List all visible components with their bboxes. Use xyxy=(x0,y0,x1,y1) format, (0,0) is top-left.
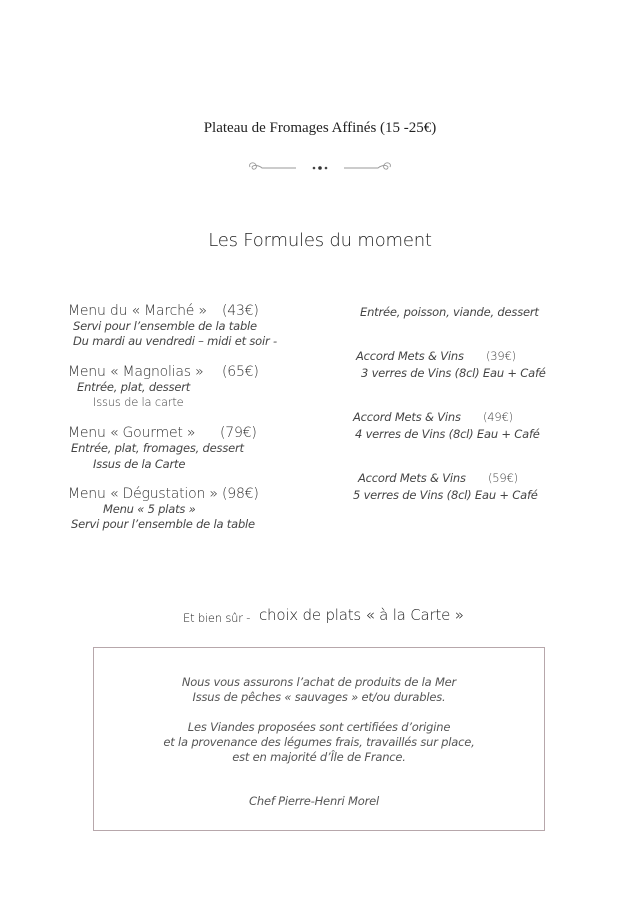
menu-degustation-price: (98€) xyxy=(222,486,259,502)
sourcing-notice-box xyxy=(93,647,545,831)
menu-gourmet-line1: Entrée, plat, fromages, dessert xyxy=(71,441,244,455)
menu-gourmet-price: (79€) xyxy=(220,425,257,441)
chef-signature: Chef Pierre-Henri Morel xyxy=(249,794,379,808)
menu-gourmet-label: Menu « Gourmet » xyxy=(68,425,196,441)
notice-line-5: est en majorité d’Île de France. xyxy=(232,750,406,764)
menu-magnolias-line1: Entrée, plat, dessert xyxy=(77,380,191,394)
menu-courses-detail: Entrée, poisson, viande, dessert xyxy=(360,305,539,319)
menu-degustation-label: Menu « Dégustation » xyxy=(68,486,218,502)
notice-line-3: Les Viandes proposées sont certifiées d’origine xyxy=(187,720,451,734)
menu-marche-line2: Du mardi au vendredi – midi et soir - xyxy=(73,334,277,348)
pairing-39-price: (39€) xyxy=(486,349,516,363)
flourish-divider xyxy=(246,158,394,178)
pairing-39-detail: 3 verres de Vins (8cl) Eau + Café xyxy=(361,366,546,380)
menu-marche-price: (43€) xyxy=(222,303,259,319)
notice-line-1: Nous vous assurons l’achat de produits de la Mer xyxy=(181,675,457,689)
pairing-49-label: Accord Mets & Vins xyxy=(353,410,461,424)
menu-gourmet-line2: Issus de la Carte xyxy=(93,457,186,471)
menu-marche-line1: Servi pour l’ensemble de la table xyxy=(73,319,257,333)
section-title: Les Formules du moment xyxy=(208,230,432,251)
carte-prefix: Et bien sûr - xyxy=(183,611,251,625)
pairing-59-price: (59€) xyxy=(488,471,518,485)
menu-marche-label: Menu du « Marché » xyxy=(68,303,207,319)
notice-line-4: et la provenance des légumes frais, travaillés sur place, xyxy=(163,735,475,749)
menu-magnolias-price: (65€) xyxy=(222,364,259,380)
notice-line-2: Issus de pêches « sauvages » et/ou durables. xyxy=(192,690,446,704)
cheese-plate-title: Plateau de Fromages Affinés (15 -25€) xyxy=(203,120,437,136)
pairing-59-detail: 5 verres de Vins (8cl) Eau + Café xyxy=(353,488,538,502)
carte-title: choix de plats « à la Carte » xyxy=(259,606,464,624)
menu-degustation-line2: Servi pour l’ensemble de la table xyxy=(71,517,255,531)
pairing-49-price: (49€) xyxy=(483,410,513,424)
pairing-49-detail: 4 verres de Vins (8cl) Eau + Café xyxy=(355,427,540,441)
pairing-39-label: Accord Mets & Vins xyxy=(356,349,464,363)
menu-magnolias-line2: Issus de la carte xyxy=(93,395,184,409)
pairing-59-label: Accord Mets & Vins xyxy=(358,471,466,485)
menu-degustation-line1: Menu « 5 plats » xyxy=(103,502,196,516)
menu-magnolias-label: Menu « Magnolias » xyxy=(68,364,204,380)
